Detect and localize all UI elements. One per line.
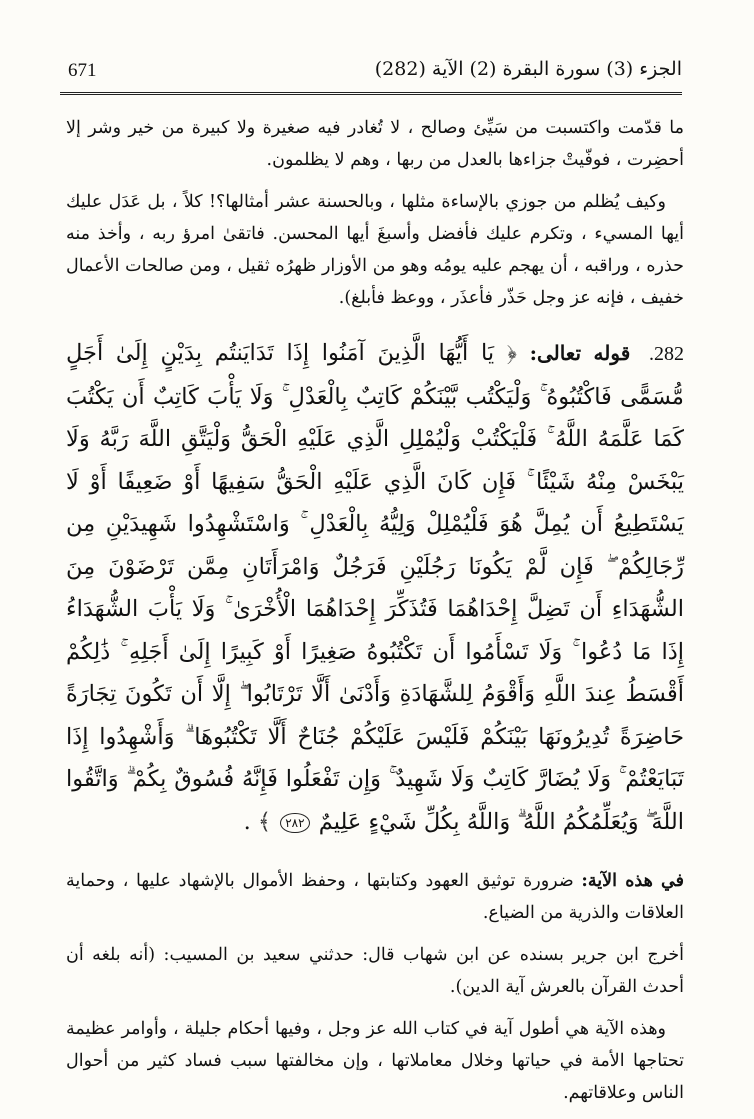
verse-block [66, 332, 684, 843]
paragraph-4: وهذه الآية هي أطول آية في كتاب الله عز وجل ، وفيها أحكام جليلة ، وأوامر عظيمة تحتاجها الأمة في حياتها وخلال معاملاتها ، وإن مخالفتها سبب فساد كثير من أحوال الناس وعلاقاتهم. [66, 1019, 684, 1103]
summary-text: ضرورة توثيق العهود وكتابتها ، وحفظ الأموال بالإشهاد عليها ، وحماية العلاقات والذرية من الضياع. [66, 871, 684, 923]
verse-trailing: . [243, 808, 251, 835]
paragraph-3: أخرج ابن جرير بسنده عن ابن شهاب قال: حدثني سعيد بن المسيب: (أنه بلغه أن أحدث القرآن بالعرش آية الدين). [66, 945, 684, 997]
summary-paragraph [66, 865, 684, 929]
page-body [66, 112, 684, 1119]
summary-lead: في هذه الآية: [581, 871, 684, 891]
running-title: الجزء (3) سورة البقرة (2) الآية (282) [374, 58, 682, 80]
verse-label: قوله تعالى: [529, 341, 631, 365]
verse-close-bracket: ﴾ [257, 808, 272, 835]
verse-text: يَا أَيُّهَا الَّذِينَ آمَنُوا إِذَا تَدَايَنتُم بِدَيْنٍ إِلَىٰ أَجَلٍ مُّسَمًّى فَاكْتُبُوهُ ۚ وَلْيَكْتُب بَّيْنَكُمْ كَاتِبٌ بِالْعَدْلِ ۚ وَلَا يَأْبَ كَاتِبٌ أَن يَكْتُبَ كَمَا عَلَّمَهُ اللَّهُ ۚ فَلْيَكْتُبْ وَلْيُمْلِلِ الَّذِي عَلَيْهِ الْحَقُّ وَلْيَتَّقِ اللَّهَ رَبَّهُ وَلَا يَبْخَسْ مِنْهُ شَيْئًا ۚ فَإِن كَانَ الَّذِي عَلَيْهِ الْحَقُّ سَفِيهًا أَوْ ضَعِيفًا أَوْ لَا يَسْتَطِيعُ أَن يُمِلَّ هُوَ فَلْيُمْلِلْ وَلِيُّهُ بِالْعَدْلِ ۚ وَاسْتَشْهِدُوا شَهِيدَيْنِ مِن رِّجَالِكُمْ ۖ فَإِن لَّمْ يَكُونَا رَجُلَيْنِ فَرَجُلٌ وَامْرَأَتَانِ مِمَّن تَرْضَوْنَ مِنَ الشُّهَدَاءِ أَن تَضِلَّ إِحْدَاهُمَا فَتُذَكِّرَ إِحْدَاهُمَا الْأُخْرَىٰ ۚ وَلَا يَأْبَ الشُّهَدَاءُ إِذَا مَا دُعُوا ۚ وَلَا تَسْأَمُوا أَن تَكْتُبُوهُ صَغِيرًا أَوْ كَبِيرًا إِلَىٰ أَجَلِهِ ۚ ذَٰلِكُمْ أَقْسَطُ عِندَ اللَّهِ وَأَقْوَمُ لِلشَّهَادَةِ وَأَدْنَىٰ أَلَّا تَرْتَابُوا ۖ إِلَّا أَن تَكُونَ تِجَارَةً حَاضِرَةً تُدِيرُونَهَا بَيْنَكُمْ فَلَيْسَ عَلَيْكُمْ جُنَاحٌ أَلَّا تَكْتُبُوهَا ۗ وَأَشْهِدُوا إِذَا تَبَايَعْتُمْ ۚ وَلَا يُضَارَّ كَاتِبٌ وَلَا شَهِيدٌ ۚ وَإِن تَفْعَلُوا فَإِنَّهُ فُسُوقٌ بِكُمْ ۗ وَاتَّقُوا اللَّهَ ۖ وَيُعَلِّمُكُمُ اللَّهُ ۗ وَاللَّهُ بِكُلِّ شَيْءٍ عَلِيمٌ [66, 340, 684, 835]
verse-open-bracket: ﴿ [506, 340, 517, 366]
commentary-section [66, 865, 684, 1109]
page-number: 671 [68, 60, 97, 81]
verse-end-marker: ٢٨٢ [280, 813, 309, 833]
page-header [60, 58, 682, 95]
verse-number: 282. [649, 343, 684, 365]
paragraph-1: ما قدّمت واكتسبت من سَيِّئ وصالح ، لا تُغادر فيه صغيرة ولا كبيرة من خير وشر إلا أحضِرت ، فوفّيتْ جزاءها بالعدل من ربها ، وهم لا يظلمون. [66, 118, 684, 170]
paragraph-2: وكيف يُظلم من جوزي بالإساءة مثلها ، وبالحسنة عشر أمثالها؟! كلاً ، بل عَدَل عليك أيها المسيء ، وتكرم عليك فأفضل وأسبغَ أيها المحسن. فاتقىٰ امرؤ ربه ، وأخذ منه حذره ، وراقبه ، أن يهجم عليه يومُه وهو من الأوزار ظهرُه ثقيل ، ومن صالحات الأعمال خفيف ، فإنه عز وجل حَذّر فأعذَر ، ووعظ فأبلغ). [66, 192, 684, 308]
